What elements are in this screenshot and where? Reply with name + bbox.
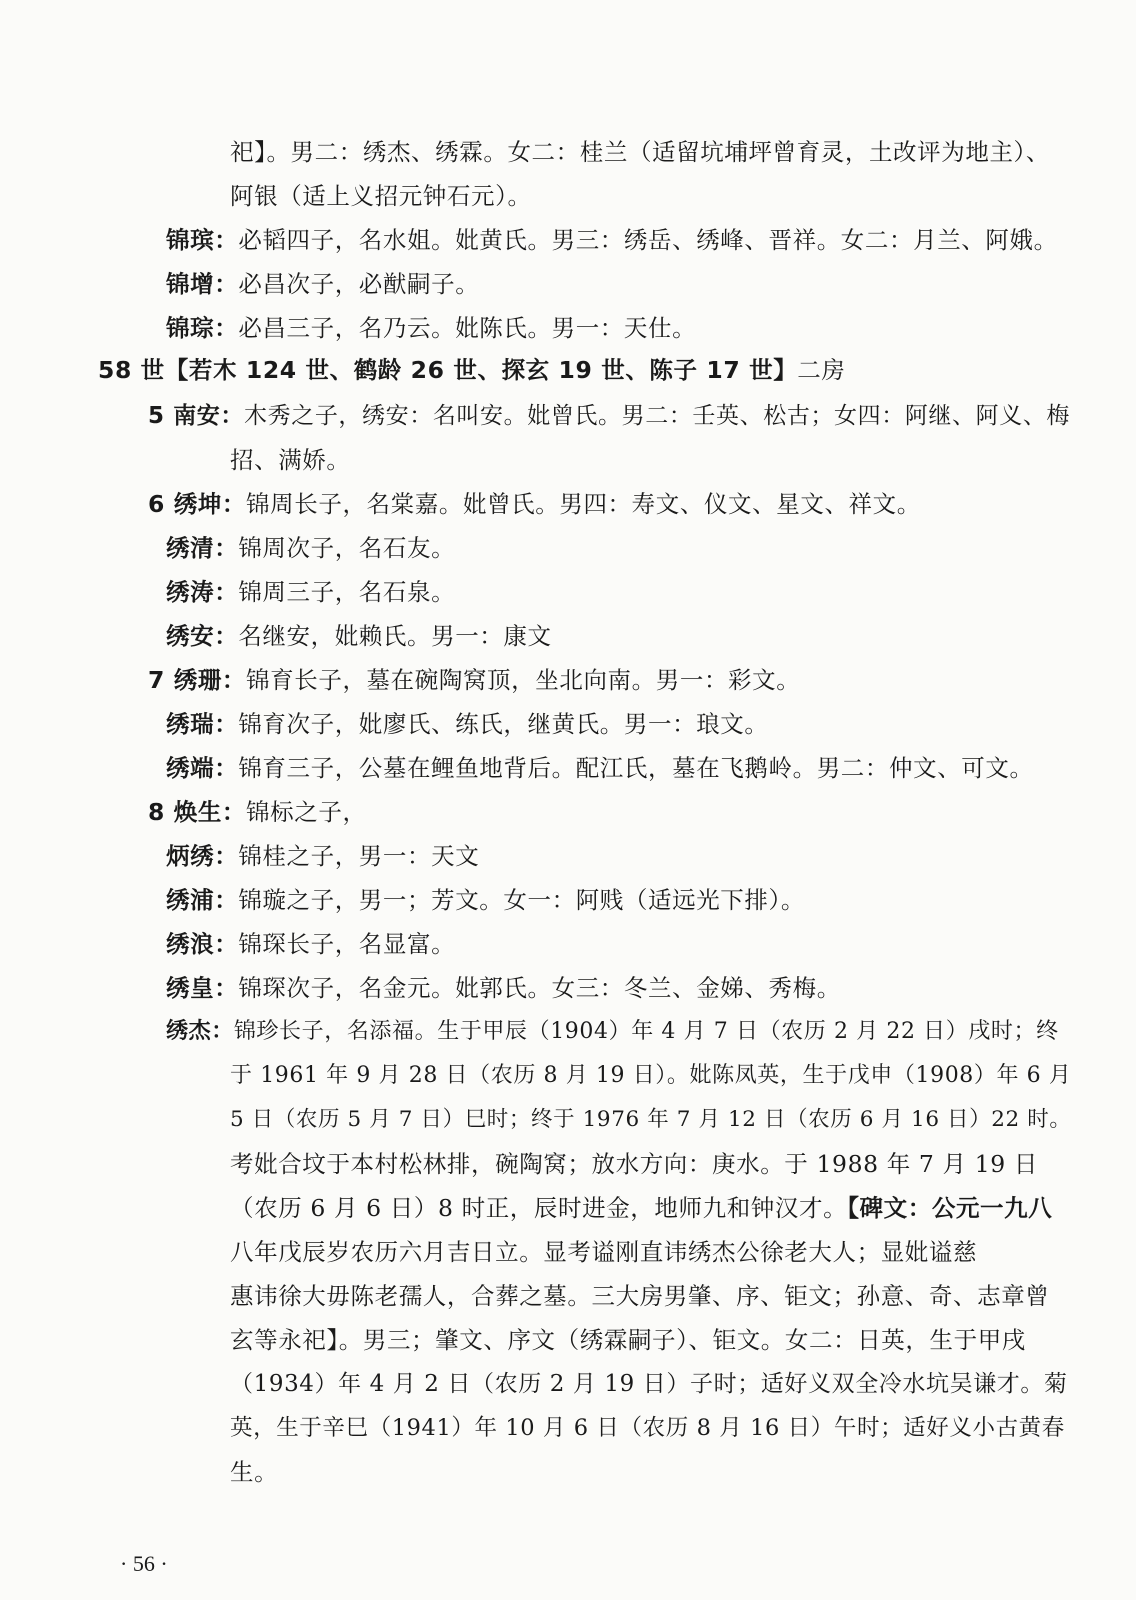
entry-text: 锦周次子，名石友。 bbox=[238, 534, 456, 562]
entry-text: 锦周三子，名石泉。 bbox=[238, 578, 456, 606]
entry-name: 炳绣： bbox=[166, 842, 239, 870]
entry-name: 绣清： bbox=[166, 534, 239, 562]
entry-name: 8 焕生： bbox=[148, 798, 247, 826]
entry bbox=[166, 1016, 1059, 1048]
entry bbox=[166, 708, 769, 740]
entry-text: 锦珍长子，名添福。生于甲辰（1904）年 4 月 7 日（农历 2 月 22 日）戌时；终 bbox=[233, 1019, 1059, 1044]
entry bbox=[166, 884, 805, 916]
entry-name: 绣端： bbox=[166, 754, 239, 782]
text-line: 祀】。男二：绣杰、绣霖。女二：桂兰（适留坑埔坪曾育灵，土改评为地主）、 bbox=[230, 138, 1050, 166]
entry-text: 锦璇之子，男一；芳文。女一：阿贱（适远光下排）。 bbox=[238, 886, 805, 914]
inscription-label: 【碑文：公元一九八 bbox=[847, 1194, 1053, 1222]
text-line: 考妣合坟于本村松林排，碗陶窝；放水方向：庚水。于 1988 年 7 月 19 日 bbox=[230, 1150, 1038, 1178]
text-line: 于 1961 年 9 月 28 日（农历 8 月 19 日）。妣陈凤英，生于戊申（1908）年 6 月 bbox=[230, 1063, 1072, 1088]
entry-name: 绣皇： bbox=[166, 974, 239, 1002]
entry-name: 锦琮： bbox=[166, 314, 239, 342]
generation-heading bbox=[98, 354, 846, 386]
text-line: 惠讳徐大毋陈老孺人，合葬之墓。三大房男肇、序、钜文；孙意、奇、志章曾 bbox=[230, 1282, 1050, 1310]
text-line: 招、满娇。 bbox=[230, 446, 351, 474]
generation-title: 58 世【若木 124 世、鹤龄 26 世、探玄 19 世、陈子 17 世】 bbox=[98, 356, 798, 384]
entry-name: 绣涛： bbox=[166, 578, 239, 606]
entry-name: 绣浪： bbox=[166, 930, 239, 958]
text-line: 生。 bbox=[230, 1458, 279, 1486]
entry-name: 绣浦： bbox=[166, 886, 239, 914]
entry-name: 6 绣坤： bbox=[148, 490, 247, 518]
entry-text: 名继安，妣赖氏。男一：康文 bbox=[238, 622, 552, 650]
entry bbox=[166, 752, 1034, 784]
page-number: · 56 · bbox=[120, 1551, 168, 1576]
entry-name: 锦增： bbox=[166, 270, 239, 298]
text-line: 八年戊辰岁农历六月吉日立。显考谥刚直讳绣杰公徐老大人；显妣谥慈 bbox=[230, 1238, 978, 1266]
entry-text: 锦育次子，妣廖氏、练氏，继黄氏。男一：琅文。 bbox=[238, 710, 769, 738]
entry-text: 必昌三子，名乃云。妣陈氏。男一：天仕。 bbox=[238, 314, 697, 342]
entry bbox=[166, 576, 455, 608]
text-line: 5 日（农历 5 月 7 日）巳时；终于 1976 年 7 月 12 日（农历 6 月 16 日）22 时。 bbox=[230, 1107, 1072, 1132]
entry-text: 锦标之子， bbox=[246, 798, 367, 826]
entry-name: 绣瑞： bbox=[166, 710, 239, 738]
branch-label: 二房 bbox=[797, 356, 846, 384]
text-line: 玄等永祀】。男三；肇文、序文（绣霖嗣子）、钜文。女二：日英，生于甲戌 bbox=[230, 1326, 1026, 1354]
entry bbox=[166, 840, 479, 872]
entry bbox=[148, 400, 1070, 432]
entry-text: 必昌次子，必猷嗣子。 bbox=[238, 270, 480, 298]
text-line: 英，生于辛巳（1941）年 10 月 6 日（农历 8 月 16 日）午时；适好义小古黄春 bbox=[230, 1415, 1065, 1441]
entry-name: 绣杰： bbox=[166, 1019, 234, 1044]
text-line bbox=[230, 1192, 1052, 1224]
entry-name: 7 绣珊： bbox=[148, 666, 247, 694]
entry-text: 锦育长子，墓在碗陶窝顶，坐北向南。男一：彩文。 bbox=[246, 666, 801, 694]
entry-text: 锦琛次子，名金元。妣郭氏。女三：冬兰、金娣、秀梅。 bbox=[238, 974, 841, 1002]
entry bbox=[166, 312, 696, 344]
entry-text: 必韬四子，名水姐。妣黄氏。男三：绣岳、绣峰、晋祥。女二：月兰、阿娥。 bbox=[238, 226, 1058, 254]
entry-text: 锦育三子，公墓在鲤鱼地背后。配江氏，墓在飞鹅岭。男二：仲文、可文。 bbox=[238, 754, 1034, 782]
text-line: 阿银（适上义招元钟石元）。 bbox=[230, 182, 532, 210]
entry bbox=[166, 620, 552, 652]
entry bbox=[166, 532, 455, 564]
entry-name: 锦瑸： bbox=[166, 226, 239, 254]
entry bbox=[166, 224, 1058, 256]
entry-text: 锦桂之子，男一：天文 bbox=[238, 842, 480, 870]
entry bbox=[166, 268, 479, 300]
entry-name: 5 南安： bbox=[148, 403, 245, 429]
entry-text: 木秀之子，绣安：名叫安。妣曾氏。男二：壬英、松古；女四：阿继、阿义、梅 bbox=[244, 403, 1071, 429]
text-line: （1934）年 4 月 2 日（农历 2 月 19 日）子时；适好义双全冷水坑吴谦才。菊 bbox=[230, 1371, 1068, 1397]
entry bbox=[148, 796, 367, 828]
entry-text: 锦周长子，名棠嘉。妣曾氏。男四：寿文、仪文、星文、祥文。 bbox=[246, 490, 921, 518]
entry bbox=[166, 928, 455, 960]
entry bbox=[148, 664, 800, 696]
entry bbox=[148, 488, 921, 520]
entry-name: 绣安： bbox=[166, 622, 239, 650]
entry-text: 锦琛长子，名显富。 bbox=[238, 930, 456, 958]
entry bbox=[166, 972, 841, 1004]
text-segment: （农历 6 月 6 日）8 时正，辰时进金，地师九和钟汉才。 bbox=[230, 1194, 848, 1222]
